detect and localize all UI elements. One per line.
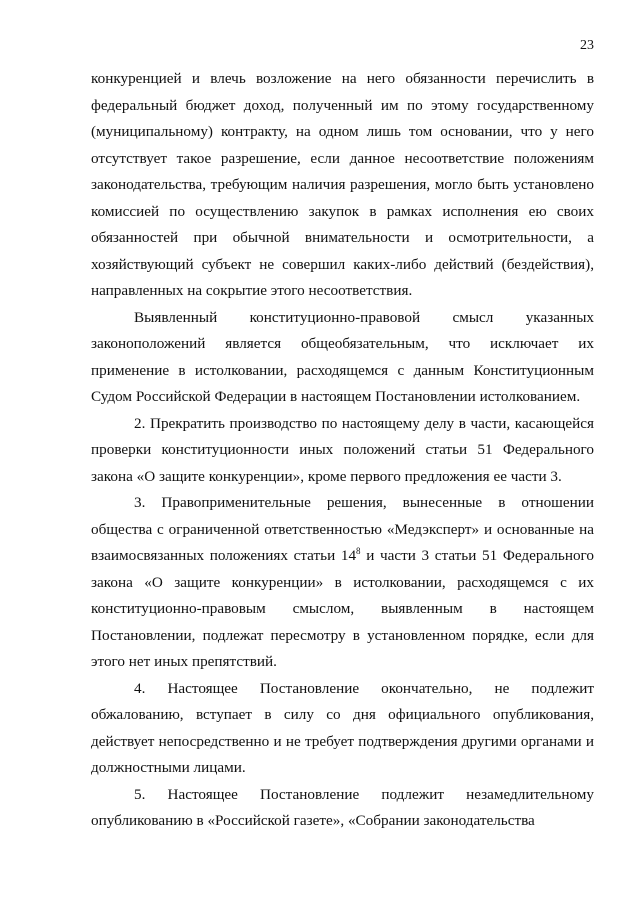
page-number: 23 [580, 38, 594, 53]
paragraph-item-2: 2. Прекратить производство по настоящему делу в части, касающейся проверки конституционности иных положений статьи 51 Федерального закона «О защите конкуренции», кроме первого предложения ее части 3. [91, 414, 594, 485]
paragraph-item-4: 4. Настоящее Постановление окончательно, не подлежит обжалованию, вступает в силу со дня официального опубликования, действует непосредственно и не требует подтверждения другими органами и должностными лицами. [91, 679, 594, 776]
paragraph-item-3-text-after: и части 3 статьи 51 Федерального закона «О защите конкуренции» в истолковании, расходящемся с их конституционно-правовым смыслом, выявленным в настоящем Постановлении, подлежат пересмотру в установленном порядке, если для этого нет иных препятствий. [91, 547, 594, 670]
paragraph-continuation: конкуренцией и влечь возложение на него обязанности перечислить в федеральный бюджет доход, полученный им по этому государственному (муниципальному) контракту, на одном лишь том основании, что у него отсутствует такое разрешение, если данное несоответствие положениям законодательства, требующим наличия разрешения, могло быть установлено комиссией по осуществлению закупок в рамках исполнения ею своих обязанностей при обычной внимательности и осмотрительности, а хозяйствующий субъект не совершил каких-либо действий (бездействия), направленных на сокрытие этого несоответствия. [91, 70, 594, 299]
paragraph-constitutional-meaning: Выявленный конституционно-правовой смысл указанных законоположений является общеобязательным, что исключает их применение в истолковании, расходящемся с данным Конституционным Судом Российской Федерации в настоящем Постановлении истолкованием. [91, 308, 594, 405]
paragraph-item-3-text-before: 3. Правоприменительные решения, вынесенные в отношении общества с ограниченной ответственностью «Медэксперт» и основанные на взаимосвязанных положениях статьи 14 [91, 494, 594, 564]
paragraph-item-5: 5. Настоящее Постановление подлежит незамедлительному опубликованию в «Российской газете», «Собрании законодательства [91, 785, 594, 829]
article-superscript: 8 [356, 546, 361, 556]
paragraph-item-3 [91, 490, 594, 676]
document-body [91, 66, 594, 835]
